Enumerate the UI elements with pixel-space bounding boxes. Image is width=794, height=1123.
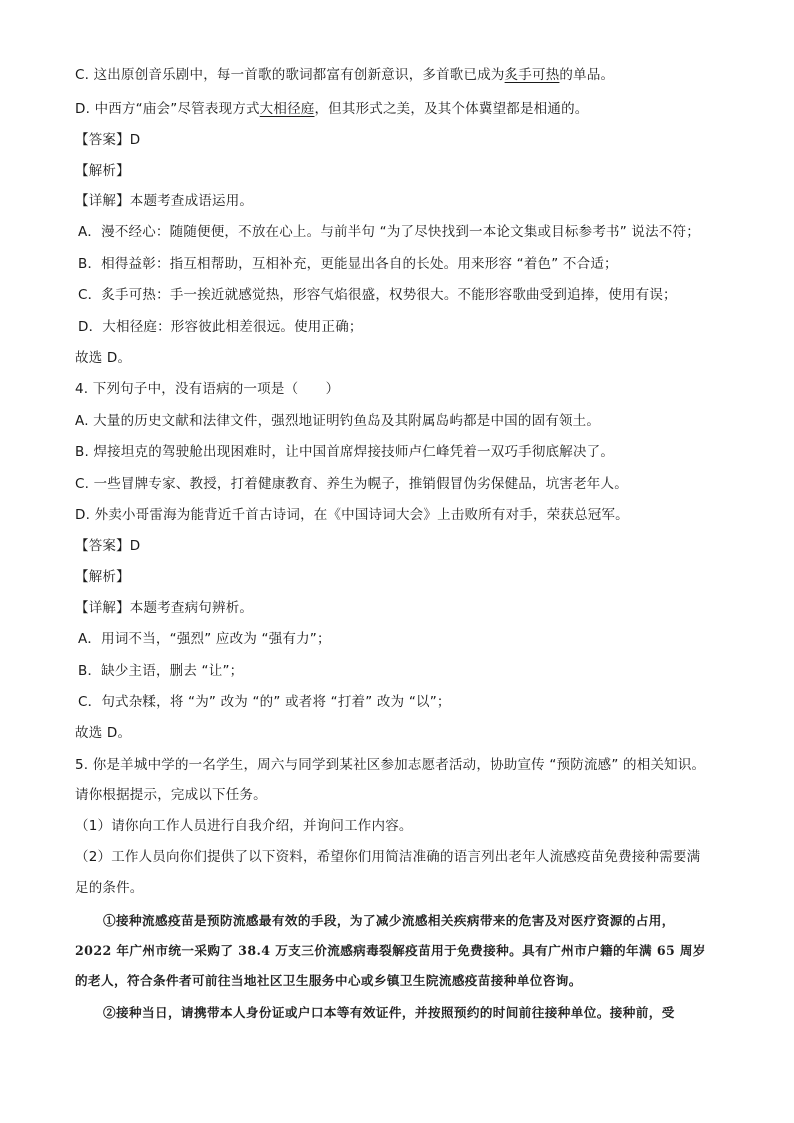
option-c bbox=[75, 66, 614, 84]
option-c-text: C. 这出原创音乐剧中，每一首歌的歌词都富有创新意识，多首歌已成为 bbox=[75, 67, 505, 83]
q3-explain-d: D．大相径庭：形容彼此相差很远。使用正确； bbox=[78, 319, 363, 335]
underlined-idiom: 大相径庭 bbox=[259, 101, 315, 117]
q4-answer: 【答案】D bbox=[75, 538, 141, 554]
q4-option-c: C. 一些冒牌专家、教授，打着健康教育、养生为幌子，推销假冒伪劣保健品，坑害老年人。 bbox=[75, 476, 628, 492]
q3-explain-a: A．漫不经心：随随便便，不放在心上。与前半句 “为了尽快找到一本论文集或目标参考书” 说法不符； bbox=[78, 224, 700, 240]
material-1-line3: 的老人，符合条件者可前往当地社区卫生服务中心或乡镇卫生院流感疫苗接种单位咨询。 bbox=[75, 973, 582, 988]
material-2-line1: ②接种当日，请携带本人身份证或户口本等有效证件，并按照预约的时间前往接种单位。接种前，受 bbox=[103, 1005, 675, 1020]
q5-stem-line1: 5. 你是羊城中学的一名学生，周六与同学到某社区参加志愿者活动，协助宣传 “预防流感” 的相关知识。 bbox=[75, 757, 706, 773]
q4-explain-a: A．用词不当，“强烈” 应改为 “强有力”； bbox=[78, 631, 331, 647]
q4-stem: 4. 下列句子中，没有语病的一项是（ ） bbox=[75, 381, 340, 397]
option-d-text: D. 中西方“庙会”尽管表现方式 bbox=[75, 101, 260, 117]
q5-task-1: （1）请你向工作人员进行自我介绍，并询问工作内容。 bbox=[75, 818, 413, 834]
q4-conclusion: 故选 D。 bbox=[75, 725, 132, 741]
option-c-tail: 的单品。 bbox=[559, 67, 615, 83]
q3-conclusion: 故选 D。 bbox=[75, 350, 132, 366]
option-d bbox=[75, 100, 588, 118]
q4-detail: 【详解】本题考查病句辨析。 bbox=[75, 600, 254, 616]
q3-detail: 【详解】本题考查成语运用。 bbox=[75, 193, 254, 209]
q4-analysis-heading: 【解析】 bbox=[75, 569, 130, 585]
q3-explain-b: B．相得益彰：指互相帮助，互相补充，更能显出各自的长处。用来形容 “着色” 不合适； bbox=[78, 256, 618, 272]
q4-option-b: B. 焊接坦克的驾驶舱出现困难时，让中国首席焊接技师卢仁峰凭着一双巧手彻底解决了。 bbox=[75, 444, 615, 460]
q4-explain-b: B．缺少主语，删去 “让”； bbox=[78, 663, 244, 679]
underlined-idiom: 炙手可热 bbox=[504, 67, 560, 83]
q5-stem-line2: 请你根据提示，完成以下任务。 bbox=[75, 787, 267, 803]
material-1-line1: ①接种流感疫苗是预防流感最有效的手段，为了减少流感相关疾病带来的危害及对医疗资源的占用， bbox=[103, 913, 675, 928]
q3-analysis-heading: 【解析】 bbox=[75, 163, 130, 179]
material-1-line2: 2022 年广州市统一采购了 38.4 万支三价流感病毒裂解疫苗用于免费接种。具有广州市户籍的年满 65 周岁 bbox=[75, 943, 706, 958]
q4-option-d: D. 外卖小哥雷海为能背近千首古诗词，在《中国诗词大会》上击败所有对手，荣获总冠军。 bbox=[75, 507, 629, 523]
q4-explain-c: C．句式杂糅，将 “为” 改为 “的” 或者将 “打着” 改为 “以”； bbox=[78, 694, 451, 710]
q3-explain-c: C．炙手可热：手一挨近就感觉热，形容气焰很盛，权势很大。不能形容歌曲受到追捧，使用有误； bbox=[78, 287, 677, 303]
q5-task-2-line2: 足的条件。 bbox=[75, 880, 144, 896]
q4-option-a: A. 大量的历史文献和法律文件，强烈地证明钓鱼岛及其附属岛屿都是中国的固有领土。 bbox=[75, 413, 601, 429]
q3-answer: 【答案】D bbox=[75, 132, 141, 148]
q5-task-2-line1: （2）工作人员向你们提供了以下资料，希望你们用简洁准确的语言列出老年人流感疫苗免费接种需要满 bbox=[75, 849, 701, 865]
option-d-tail: ，但其形式之美，及其个体冀望都是相通的。 bbox=[314, 101, 589, 117]
